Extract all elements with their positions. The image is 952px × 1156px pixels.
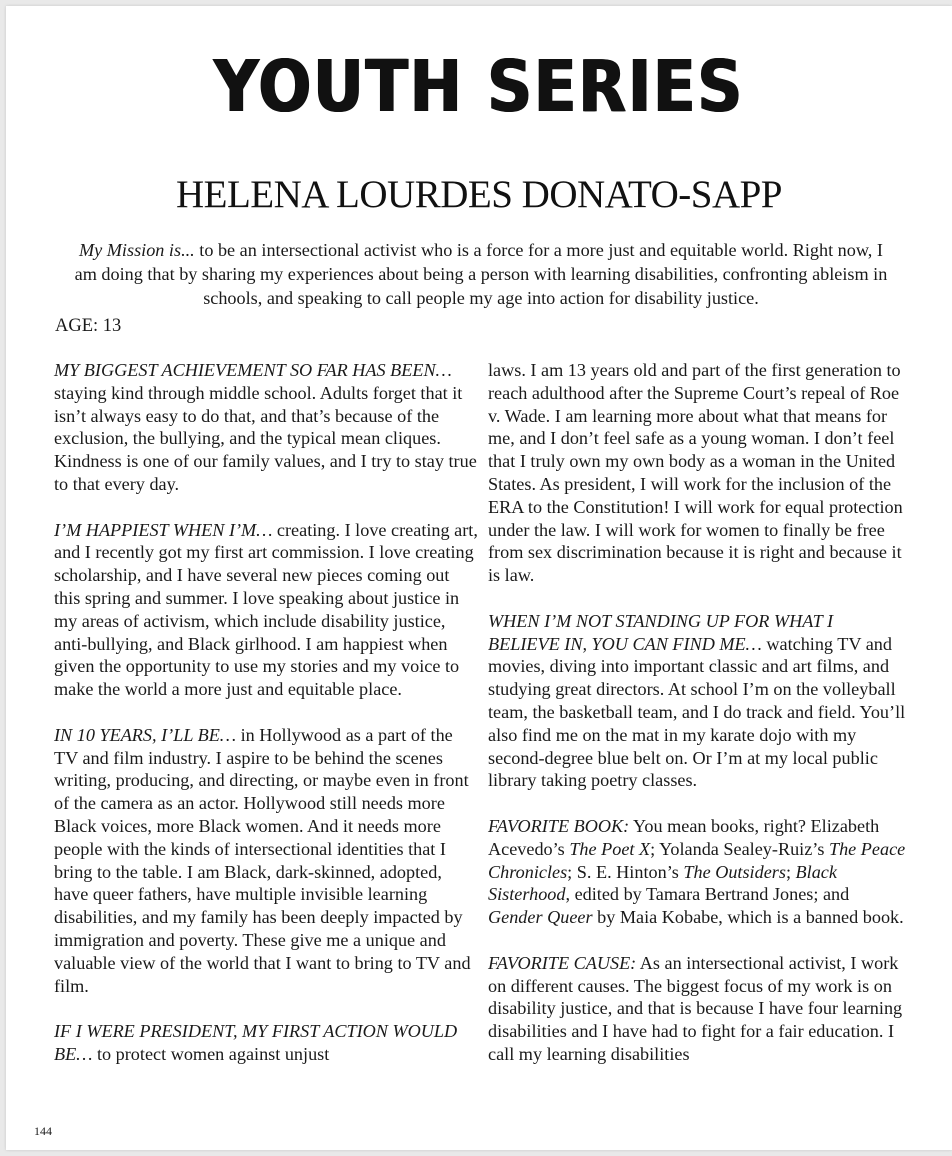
- ten-years-question: IN 10 YEARS, I’LL BE…: [54, 724, 237, 745]
- magazine-page: [6, 6, 952, 1150]
- favorite-book-text-6: by Maia Kobabe, which is a banned book.: [592, 907, 904, 928]
- book-title-gender-queer: Gender Queer: [488, 907, 593, 928]
- achievement-question: MY BIGGEST ACHIEVEMENT SO FAR HAS BEEN…: [54, 360, 452, 380]
- not-standing-paragraph: [488, 610, 906, 792]
- book-title-black-sisterhood: Black Sisterhood: [488, 861, 837, 905]
- president-answer: to protect women against unjust: [92, 1043, 330, 1064]
- achievement-answer: staying kind through middle school. Adults forget that it isn’t always easy to do that, and that’s because of the exclusion, the bullying, and the typical mean cliques. Kindness is one of our family values, and I try to stay true to that every day.: [54, 382, 477, 494]
- not-standing-answer: watching TV and movies, diving into important classic and art films, and studying great directors. At school I’m on the volleyball team, the basketball team, and I do track and field. You’ll also find me on the mat in my karate dojo with my second-degree blue belt on. Or I’m at my local public library taking poetry classes.: [488, 633, 906, 791]
- favorite-cause-question: FAVORITE CAUSE:: [488, 952, 637, 973]
- favorite-cause-paragraph: [488, 952, 906, 1066]
- mission-statement: [66, 238, 896, 310]
- favorite-book-paragraph: [488, 815, 906, 929]
- ten-years-answer: in Hollywood as a part of the TV and film industry. I aspire to be behind the scenes writing, producing, and directing, or maybe even in front of the camera as an actor. Hollywood still needs more Black voices, more Black women. And it needs more people with the kinds of intersectional identities that I bring to the table. I am Black, dark-skinned, adopted, have queer fathers, have multiple invisible learning disabilities, and my family has been deeply impacted by immigration and poverty. These give me a unique and valuable view of the world that I want to bring to TV and film.: [54, 724, 471, 996]
- ten-years-paragraph: [54, 724, 479, 998]
- book-title-peace-chronicles: The Peace Chronicles: [488, 838, 906, 882]
- book-title-poet-x: The Poet X: [569, 838, 651, 859]
- favorite-book-question: FAVORITE BOOK:: [488, 815, 630, 836]
- favorite-book-text-3: ; S. E. Hinton’s: [567, 861, 684, 882]
- happiest-paragraph: [54, 519, 479, 701]
- mission-label: My Mission is...: [79, 240, 195, 260]
- age-line: AGE: 13: [55, 316, 122, 336]
- right-column: [488, 359, 906, 1089]
- happiest-answer: creating. I love creating art, and I recently got my first art commission. I love creating scholarship, and I have several new pieces coming out this spring and summer. I love speaking about justice in my areas of activism, which include disability justice, anti-bullying, and Black girlhood. I am happiest when given the opportunity to use my stories and my voice to make the world a more just and equitable place.: [54, 519, 478, 700]
- favorite-book-text-1: You mean books, right? Elizabeth Acevedo’s: [488, 815, 880, 859]
- subject-name: HELENA LOURDES DONATO-SAPP: [176, 173, 782, 216]
- favorite-cause-answer: As an intersectional activist, I work on different causes. The biggest focus of my work is on disability justice, and that is because I have four learning disabilities and I have had to fight for a fair education. I call my learning disabilities: [488, 952, 903, 1064]
- page-number: 144: [34, 1124, 52, 1138]
- favorite-book-text-5: , edited by Tamara Bertrand Jones; and: [565, 884, 850, 905]
- left-column: [54, 359, 479, 1089]
- president-question: IF I WERE PRESIDENT, MY FIRST ACTION WOULD BE…: [54, 1021, 458, 1064]
- achievement-paragraph: [54, 359, 479, 496]
- favorite-book-text-4: ;: [785, 861, 796, 882]
- mission-text: to be an intersectional activist who is a force for a more just and equitable world. Right now, I am doing that by sharing my experiences about being a person with learning disabilities, confronting ableism in schools, and speaking to call people my age into action for disability justice.: [74, 240, 888, 308]
- series-title: YOUTH SERIES: [213, 44, 745, 129]
- president-continued-paragraph: laws. I am 13 years old and part of the first generation to reach adulthood after the Supreme Court’s repeal of Roe v. Wade. I am learning more about what that means for me, and I don’t feel safe as a young woman. I don’t feel that I truly own my own body as a woman in the United States. As president, I will work for the inclusion of the ERA to the Constitution! I will work for equal protection under the law. I will work for women to finally be free from sex discrimination because it is right and because it is law.: [488, 360, 903, 586]
- favorite-book-text-2: ; Yolanda Sealey-Ruiz’s: [650, 838, 829, 859]
- president-paragraph: [54, 1020, 479, 1066]
- happiest-question: I’M HAPPIEST WHEN I’M…: [54, 519, 273, 540]
- not-standing-question: WHEN I’M NOT STANDING UP FOR WHAT I BELIEVE IN, YOU CAN FIND ME…: [488, 610, 834, 654]
- book-title-outsiders: The Outsiders: [683, 861, 786, 882]
